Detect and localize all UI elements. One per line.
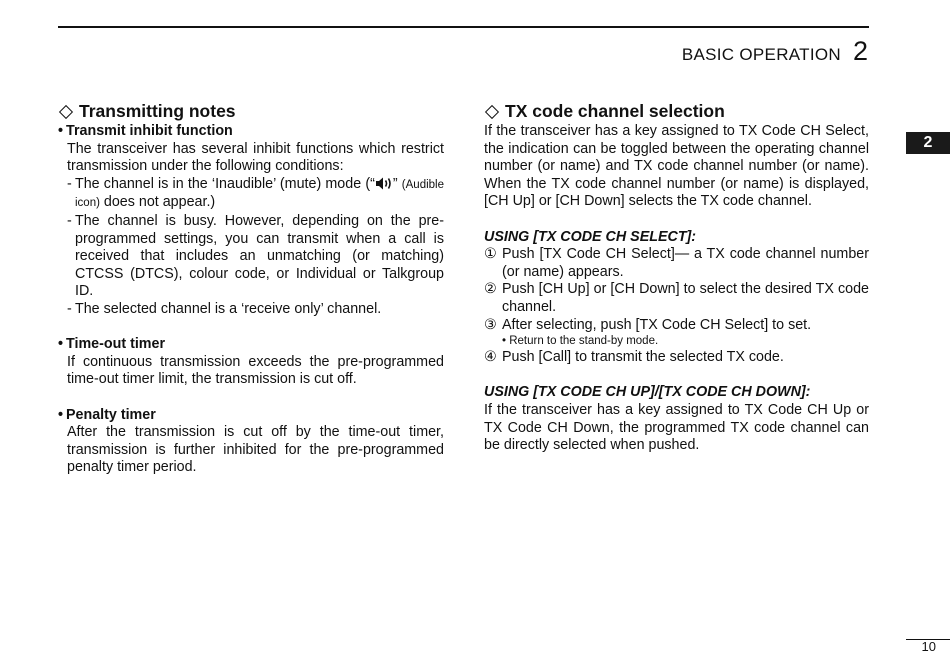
step-3-note: • Return to the stand-by mode. [502,335,659,348]
inhibit-item-receive-only: - The selected channel is a ‘receive only’ channel. [67,300,382,317]
right-column [484,101,869,455]
using-select-heading: USING [TX CODE CH SELECT]: [484,228,697,245]
inhibit-item-busy: - The channel is busy. However, depending on the pre-programmed settings, you can transmit when a call is received that includes an unmatching (or matching) CTCSS (DTCS), colour code, or Individual or Talkgroup ID. [67,212,444,300]
bullet-penalty-timer: • Penalty timer [58,406,156,423]
penalty-text: After the transmission is cut off by the time-out timer, transmission is further inhibited for the pre-programmed penalty timer period. [67,424,444,476]
diamond-icon [59,104,73,118]
left-column [58,101,444,477]
top-rule [58,26,869,28]
bullet-transmit-inhibit: • Transmit inhibit function [58,123,233,139]
inhibit-item-inaudible: - The channel is in the ‘Inaudible’ (mute) mode (“ ” (Audible icon) does not appear.) [67,175,444,211]
inhibit-intro: The transceiver has several inhibit functions which restrict transmission under the following conditions: [67,140,444,175]
using-up-down-heading: USING [TX CODE CH UP]/[TX CODE CH DOWN]: [484,384,811,401]
section-title-tx-code: TX code channel selection [484,101,869,122]
header-title: BASIC OPERATION [681,45,841,64]
page-header [682,36,868,67]
step-1: ① Push [TX Code CH Select]— a TX code channel number (or name) appears. [484,246,869,280]
bullet-timeout-timer: • Time-out timer [58,336,166,353]
page-number: 10 [921,639,936,654]
header-chapter-number: 2 [852,36,868,66]
using-up-down-text: If the transceiver has a key assigned to TX Code CH Up or TX Code CH Down, the programmed TX code channel can be directly selected when pushed. [484,401,869,454]
diamond-icon [485,104,499,118]
audible-speaker-icon [375,177,393,190]
step-2: ② Push [CH Up] or [CH Down] to select the desired TX code channel. [484,281,869,315]
timeout-text: If continuous transmission exceeds the pre-programmed time-out timer limit, the transmission is cut off. [67,353,444,388]
chapter-side-tab: 2 [906,132,950,154]
step-3: ③ After selecting, push [TX Code CH Select] to set. [484,316,812,333]
step-4: ④ Push [Call] to transmit the selected TX code. [484,349,784,366]
tx-code-intro: If the transceiver has a key assigned to TX Code CH Select, the indication can be toggled between the operating channel number (or name) and TX code channel number (or name). When the TX code channel number (or name) is displayed, [CH Up] or [CH Down] selects the TX code channel. [484,123,869,210]
section-title-transmitting-notes: Transmitting notes [58,101,444,122]
